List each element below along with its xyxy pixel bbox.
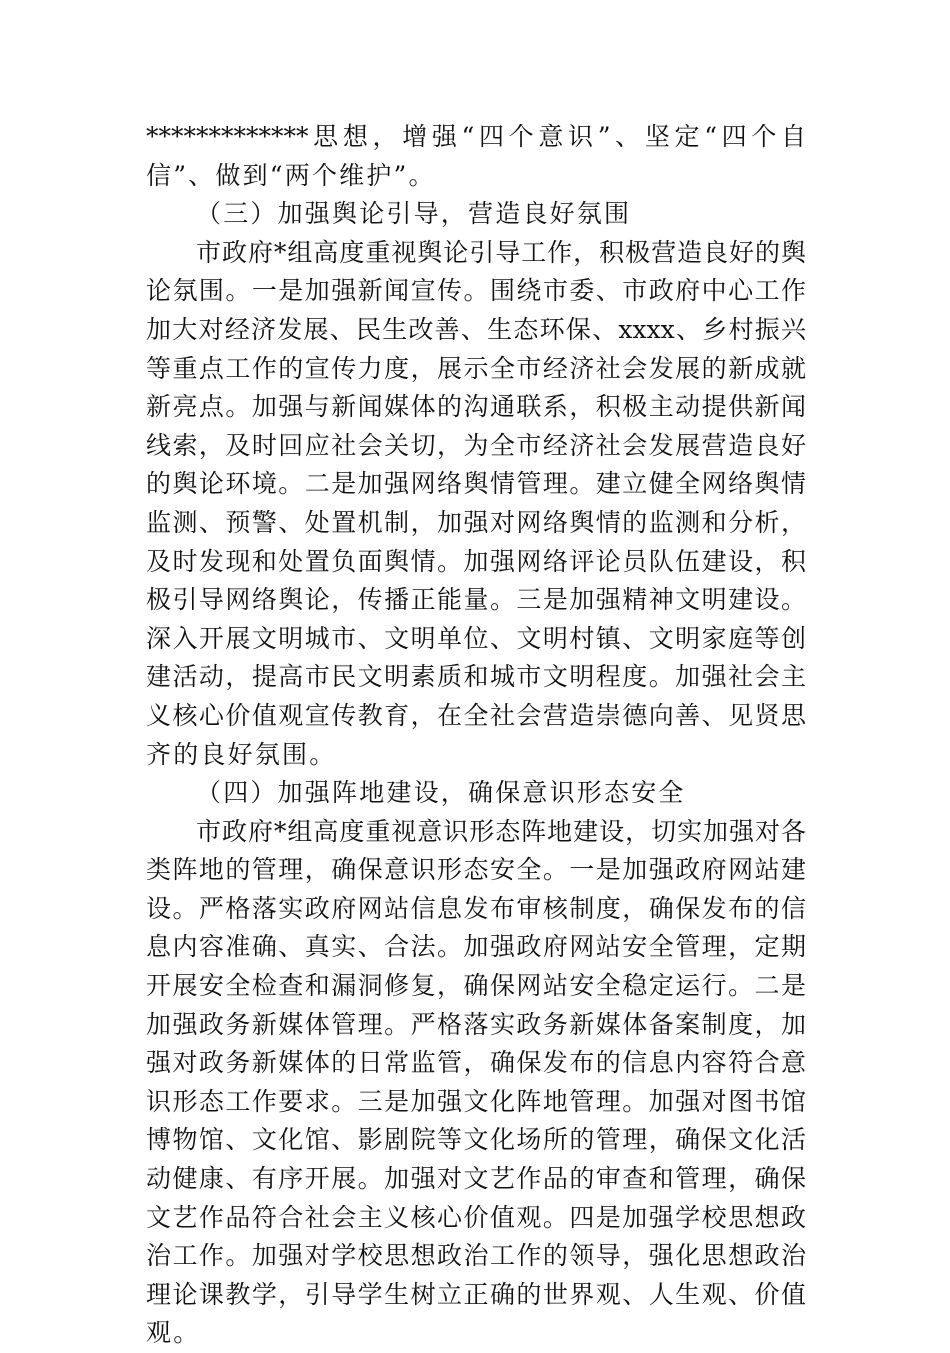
text-line: 强对政务新媒体的日常监管，确保发布的信息内容符合意 <box>146 1048 806 1078</box>
text-line: 深入开展文明城市、文明单位、文明村镇、文明家庭等创 <box>146 623 806 653</box>
paragraph-first-line: 市政府*组高度重视舆论引导工作，积极营造良好的舆 <box>196 237 806 267</box>
section-heading-4: （四）加强阵地建设，确保意识形态安全 <box>196 778 686 808</box>
text-line: 新亮点。加强与新闻媒体的沟通联系，积极主动提供新闻 <box>146 392 806 422</box>
section-heading-3: （三）加强舆论引导，营造良好氛围 <box>196 199 632 229</box>
text-line: 文艺作品符合社会主义核心价值观。四是加强学校思想政 <box>146 1202 806 1232</box>
text-line: 理论课教学，引导学生树立正确的世界观、人生观、价值 <box>146 1279 806 1309</box>
text-line: 信”、做到“两个维护”。 <box>146 160 436 190</box>
text-line: 观。 <box>146 1318 201 1348</box>
text-line: 论氛围。一是加强新闻宣传。围绕市委、市政府中心工作 <box>146 276 806 306</box>
text-line: 加强政务新媒体管理。严格落实政务新媒体备案制度，加 <box>146 1009 806 1039</box>
document-page <box>146 118 806 1353</box>
text-line: 及时发现和处置负面舆情。加强网络评论员队伍建设，积 <box>146 546 806 576</box>
text-line: 息内容准确、真实、合法。加强政府网站安全管理，定期 <box>146 932 806 962</box>
text-line: 等重点工作的宣传力度，展示全市经济社会发展的新成就 <box>146 353 806 383</box>
paragraph-first-line: 市政府*组高度重视意识形态阵地建设，切实加强对各 <box>196 816 806 846</box>
text-line: 监测、预警、处置机制，加强对网络舆情的监测和分析， <box>146 507 806 537</box>
text-line: 极引导网络舆论，传播正能量。三是加强精神文明建设。 <box>146 585 806 615</box>
text-line: 的舆论环境。二是加强网络舆情管理。建立健全网络舆情 <box>146 469 806 499</box>
text-line: 类阵地的管理，确保意识形态安全。一是加强政府网站建 <box>146 855 806 885</box>
text-line: 博物馆、文化馆、影剧院等文化场所的管理，确保文化活 <box>146 1125 806 1155</box>
text-line: 设。严格落实政府网站信息发布审核制度，确保发布的信 <box>146 893 806 923</box>
text-line: 治工作。加强对学校思想政治工作的领导，强化思想政治 <box>146 1241 806 1271</box>
text-line: 义核心价值观宣传教育，在全社会营造崇德向善、见贤思 <box>146 700 806 730</box>
text-line: 加大对经济发展、民生改善、生态环保、xxxx、乡村振兴 <box>146 314 806 344</box>
text-line: 开展安全检查和漏洞修复，确保网站安全稳定运行。二是 <box>146 971 806 1001</box>
text-line: 动健康、有序开展。加强对文艺作品的审查和管理，确保 <box>146 1164 806 1194</box>
text-line: 齐的良好氛围。 <box>146 739 337 769</box>
text-line: 线索，及时回应社会关切，为全市经济社会发展营造良好 <box>146 430 806 460</box>
text-line: *************思想，增强“四个意识”、坚定“四个自 <box>146 122 806 151</box>
text-line: 建活动，提高市民文明素质和城市文明程度。加强社会主 <box>146 662 806 692</box>
text-line: 识形态工作要求。三是加强文化阵地管理。加强对图书馆 <box>146 1086 806 1116</box>
